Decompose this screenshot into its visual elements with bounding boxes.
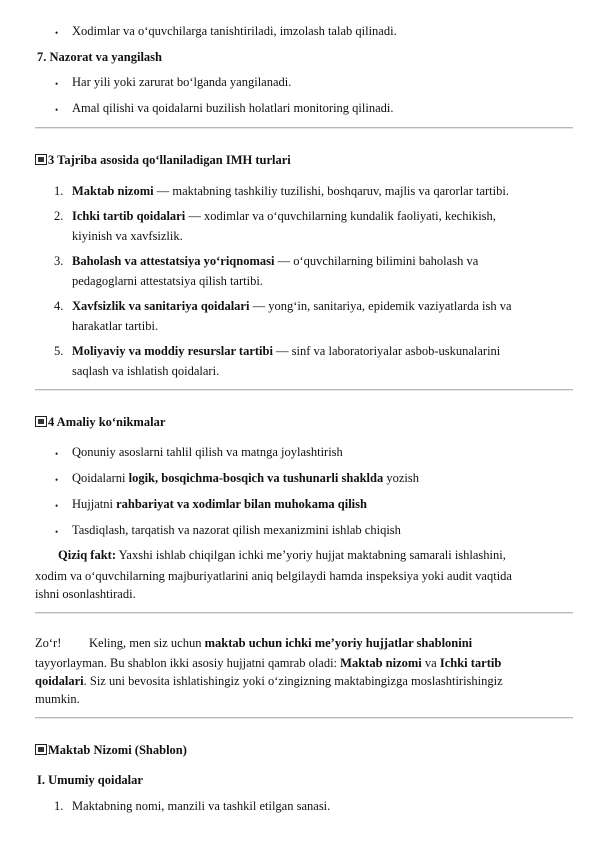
- list-item: Hujjatni rahbariyat va xodimlar bilan muhokama qilish: [72, 497, 367, 511]
- list-item-continuation: kiyinish va xavfsizlik.: [72, 229, 183, 243]
- subsection-heading: I. Umumiy qoidalar: [37, 773, 143, 787]
- list-number: 1.: [54, 799, 64, 813]
- bullet-dot: •: [55, 449, 59, 459]
- list-item: Xodimlar va o‘quvchilarga tanishtiriladi, imzolash talab qilinadi.: [72, 24, 397, 38]
- divider: [35, 717, 573, 718]
- list-item: Tasdiqlash, tarqatish va nazorat qilish mexanizmini ishlab chiqish: [72, 523, 401, 537]
- list-item: Moliyaviy va moddiy resurslar tartibi — sinf va laboratoriyalar asbob-uskunalarini: [72, 344, 501, 358]
- bullet-dot: •: [55, 501, 59, 511]
- list-number: 4.: [54, 299, 64, 313]
- list-item: Amal qilishi va qoidalarni buzilish holatlari monitoring qilinadi.: [72, 101, 394, 115]
- bullet-dot: •: [55, 28, 59, 38]
- smile-icon: [69, 636, 83, 650]
- divider: [35, 612, 573, 613]
- intro-exclamation: Zo‘r!: [35, 636, 62, 650]
- list-item-continuation: harakatlar tartibi.: [72, 319, 159, 333]
- list-number: 1.: [54, 184, 64, 198]
- section-heading: 3 Tajriba asosida qo‘llaniladigan IMH turlari: [35, 150, 291, 171]
- list-item: Har yili yoki zarurat bo‘lganda yangilanadi.: [72, 75, 292, 89]
- list-item: Ichki tartib qoidalari — xodimlar va o‘quvchilarning kundalik faoliyati, kechikish,: [72, 209, 496, 223]
- list-item: Qoidalarni logik, bosqichma-bosqich va tushunarli shaklda yozish: [72, 471, 419, 485]
- intro-text: Keling, men siz uchun maktab uchun ichki me’yoriy hujjatlar shablonini: [89, 636, 473, 650]
- bullet-dot: •: [55, 527, 59, 537]
- intro-text: mumkin.: [35, 692, 80, 706]
- list-number: 2.: [54, 209, 64, 223]
- intro-text: qoidalari. Siz uni bevosita ishlatishingiz yoki o‘zingizning maktabingizga moslashtirishingiz: [35, 674, 503, 688]
- list-item-continuation: saqlash va ishlatish qoidalari.: [72, 364, 220, 378]
- bullet-dot: •: [55, 79, 59, 89]
- bullet-dot: •: [55, 475, 59, 485]
- document-icon: [35, 744, 47, 755]
- keycap-three-icon: [35, 154, 47, 165]
- list-item: Baholash va attestatsiya yo‘riqnomasi — o‘quvchilarning bilimini baholash va: [72, 254, 479, 268]
- list-number: 5.: [54, 344, 64, 358]
- intro-text: tayyorlayman. Bu shablon ikki asosiy hujjatni qamrab oladi: Maktab nizomi va Ichki tartib: [35, 656, 502, 670]
- list-item: Maktab nizomi — maktabning tashkiliy tuzilishi, boshqaruv, majlis va qarorlar tartibi.: [72, 184, 509, 198]
- lightbulb-icon: [38, 545, 56, 563]
- divider: [35, 127, 573, 128]
- keycap-four-icon: [35, 416, 47, 427]
- divider: [35, 389, 573, 390]
- bullet-dot: •: [55, 105, 59, 115]
- section-heading: Maktab Nizomi (Shablon): [35, 740, 187, 761]
- fun-fact-continuation: ishni osonlashtiradi.: [35, 587, 136, 601]
- fun-fact: Qiziq fakt: Yaxshi ishlab chiqilgan ichki me’yoriy hujjat maktabning samarali ishlashini,: [58, 548, 506, 562]
- list-item: Qonuniy asoslarni tahlil qilish va matnga joylashtirish: [72, 445, 343, 459]
- section-heading: 4 Amaliy ko‘nikmalar: [35, 412, 165, 433]
- list-item-continuation: pedagoglarni attestatsiya qilish tartibi.: [72, 274, 263, 288]
- fun-fact-continuation: xodim va o‘quvchilarning majburiyatlarini aniq belgilaydi hamda inspeksiya yoki audit vaqtida: [35, 569, 512, 583]
- list-number: 3.: [54, 254, 64, 268]
- list-item: Maktabning nomi, manzili va tashkil etilgan sanasi.: [72, 799, 331, 813]
- list-item: Xavfsizlik va sanitariya qoidalari — yong‘in, sanitariya, epidemik vaziyatlarda ish va: [72, 299, 512, 313]
- section-heading: 7. Nazorat va yangilash: [37, 50, 162, 64]
